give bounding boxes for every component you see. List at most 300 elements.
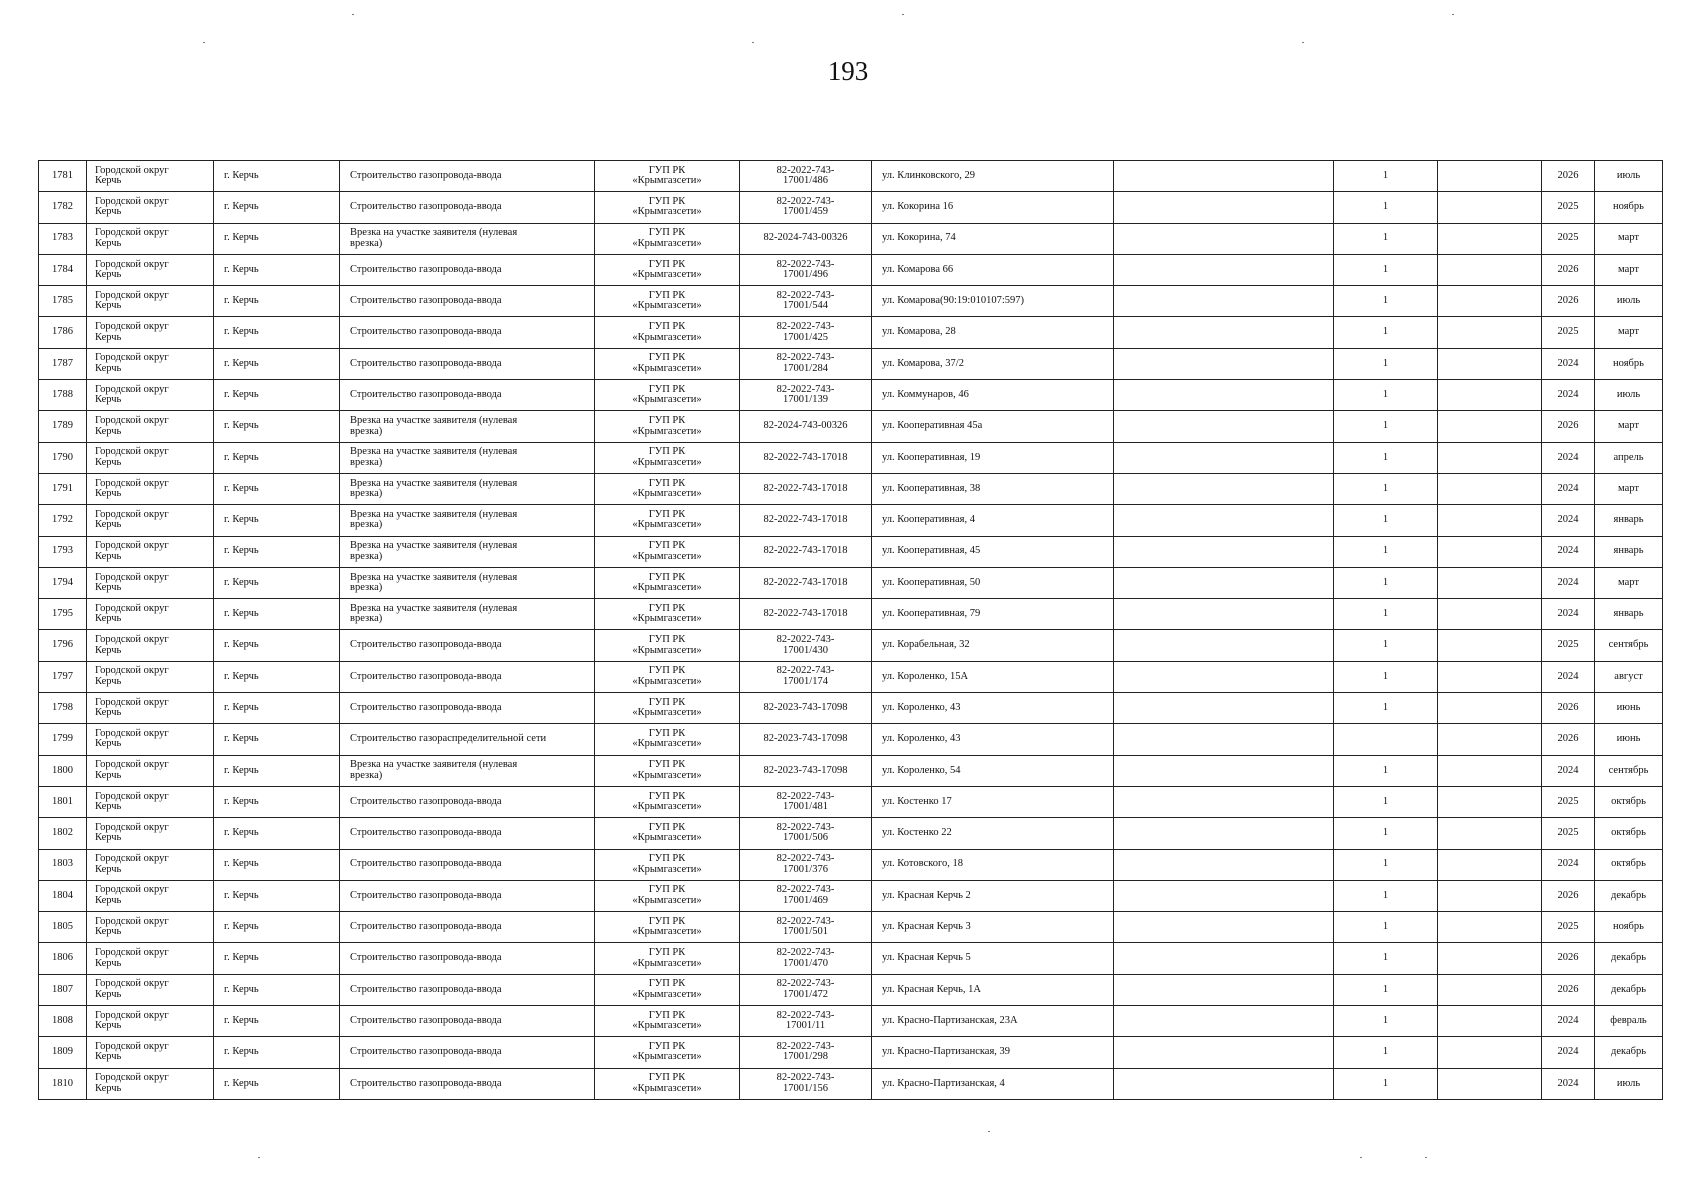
work-type: Строительство газопровода-ввода (350, 169, 502, 181)
work-type: Строительство газопровода-ввода (350, 827, 502, 839)
settlement: г. Керчь (224, 482, 259, 494)
organization: «Крымгазсети» (632, 550, 702, 562)
municipality-cell (87, 912, 214, 943)
organization-cell (595, 849, 740, 880)
municipality-cell (87, 380, 214, 411)
settlement: г. Керчь (224, 357, 259, 369)
year-cell (1542, 661, 1595, 692)
organization: «Крымгазсети» (632, 675, 702, 687)
settlement-cell (214, 786, 340, 817)
municipality-cell (87, 630, 214, 661)
municipality: Керчь (95, 456, 122, 468)
municipality: Городской округ (95, 446, 169, 458)
row-number-cell (39, 536, 87, 567)
month-cell (1595, 1037, 1663, 1068)
technical-conditions-number: 82-2022-743- (776, 1072, 835, 1084)
year: 2024 (1557, 858, 1579, 870)
work-type: Врезка на участке заявителя (нулевая (350, 446, 518, 458)
connection-count-cell (1334, 818, 1438, 849)
connection-count-cell (1334, 1037, 1438, 1068)
settlement: г. Керчь (224, 420, 259, 432)
address: ул. Короленко, 15А (882, 670, 969, 682)
connection-count: 1 (1382, 514, 1389, 526)
technical-conditions-number-cell (740, 693, 872, 724)
empty-cell-cell (1438, 1006, 1542, 1037)
month: июнь (1616, 733, 1641, 745)
empty-cell-cell (1114, 974, 1334, 1005)
month: декабрь (1611, 1046, 1646, 1058)
organization-cell (595, 755, 740, 786)
connection-count: 1 (1382, 388, 1389, 400)
year: 2026 (1557, 263, 1579, 275)
organization-cell (595, 223, 740, 254)
municipality: Керчь (95, 863, 122, 875)
work-type: Строительство газопровода-ввода (350, 1014, 502, 1026)
year-cell (1542, 348, 1595, 379)
technical-conditions-number: 82-2022-743- (776, 853, 835, 865)
row-number: 1791 (52, 482, 73, 494)
month: июль (1616, 295, 1641, 307)
work-type-cell (340, 693, 595, 724)
settlement: г. Керчь (224, 764, 259, 776)
row-number-cell (39, 192, 87, 223)
address: ул. Кооперативная, 79 (882, 608, 981, 620)
address-cell (872, 724, 1114, 755)
technical-conditions-number: 17001/459 (783, 206, 828, 218)
technical-conditions-number: 82-2022-743-17018 (763, 482, 848, 494)
settlement-cell (214, 192, 340, 223)
empty-cell-cell (1438, 161, 1542, 192)
municipality: Керчь (95, 926, 122, 938)
work-type: врезка) (350, 769, 383, 781)
row-number: 1784 (52, 263, 73, 275)
connection-count-cell (1334, 411, 1438, 442)
table-row (39, 286, 1663, 317)
year: 2024 (1557, 357, 1579, 369)
connection-count-cell (1334, 473, 1438, 504)
organization: ГУП РК (648, 321, 686, 333)
technical-conditions-number: 17001/376 (783, 863, 828, 875)
empty-cell-cell (1438, 599, 1542, 630)
work-type-cell (340, 348, 595, 379)
year: 2026 (1557, 169, 1579, 181)
connection-count-cell (1334, 254, 1438, 285)
settlement: г. Керчь (224, 388, 259, 400)
work-type-cell (340, 223, 595, 254)
settlement-cell (214, 912, 340, 943)
settlement: г. Керчь (224, 827, 259, 839)
municipality-cell (87, 161, 214, 192)
empty-cell-cell (1438, 505, 1542, 536)
month: март (1618, 232, 1639, 244)
technical-conditions-number: 17001/472 (783, 988, 828, 1000)
municipality: Керчь (95, 769, 122, 781)
address-cell (872, 161, 1114, 192)
table-row (39, 1006, 1663, 1037)
municipality: Керчь (95, 832, 122, 844)
year-cell (1542, 974, 1595, 1005)
technical-conditions-number: 17001/544 (783, 300, 828, 312)
organization-cell (595, 536, 740, 567)
row-number: 1808 (52, 1014, 73, 1026)
settlement: г. Керчь (224, 295, 259, 307)
connection-count: 1 (1382, 795, 1389, 807)
organization: «Крымгазсети» (632, 582, 702, 593)
work-type: Врезка на участке заявителя (нулевая (350, 540, 518, 552)
work-type: Врезка на участке заявителя (нулевая (350, 508, 518, 520)
empty-cell-cell (1114, 254, 1334, 285)
municipality: Керчь (95, 269, 122, 281)
technical-conditions-number-cell (740, 505, 872, 536)
municipality: Керчь (95, 300, 122, 312)
municipality: Городской округ (95, 1009, 169, 1021)
row-number: 1788 (52, 388, 73, 400)
work-type: Строительство газопровода-ввода (350, 388, 502, 400)
municipality-cell (87, 1037, 214, 1068)
work-type-cell (340, 317, 595, 348)
organization: «Крымгазсети» (632, 488, 702, 500)
organization-cell (595, 661, 740, 692)
address-cell (872, 661, 1114, 692)
organization: «Крымгазсети» (632, 1082, 702, 1094)
table-row (39, 411, 1663, 442)
empty-cell-cell (1438, 943, 1542, 974)
connection-count: 1 (1382, 576, 1389, 588)
empty-cell-cell (1438, 974, 1542, 1005)
month-cell (1595, 411, 1663, 442)
month-cell (1595, 974, 1663, 1005)
row-number: 1805 (52, 921, 73, 933)
technical-conditions-number-cell (740, 786, 872, 817)
empty-cell-cell (1114, 192, 1334, 223)
connection-count: 1 (1382, 420, 1389, 432)
municipality-cell (87, 786, 214, 817)
technical-conditions-number: 82-2022-743- (776, 821, 835, 833)
organization-cell (595, 693, 740, 724)
table-row (39, 912, 1663, 943)
row-number-cell (39, 380, 87, 411)
municipality-cell (87, 411, 214, 442)
organization-cell (595, 567, 740, 598)
address-cell (872, 567, 1114, 598)
organization: «Крымгазсети» (632, 300, 702, 312)
address-cell (872, 192, 1114, 223)
year-cell (1542, 818, 1595, 849)
organization: «Крымгазсети» (632, 237, 702, 249)
connection-count-cell (1334, 880, 1438, 911)
municipality: Городской округ (95, 227, 169, 239)
municipality: Городской округ (95, 289, 169, 301)
organization-cell (595, 1037, 740, 1068)
address-cell (872, 974, 1114, 1005)
settlement: г. Керчь (224, 608, 259, 620)
table-row (39, 1037, 1663, 1068)
address-cell (872, 348, 1114, 379)
empty-cell-cell (1438, 192, 1542, 223)
empty-cell-cell (1114, 786, 1334, 817)
empty-cell-cell (1114, 411, 1334, 442)
organization-cell (595, 473, 740, 504)
work-type: врезка) (350, 237, 383, 249)
table-row (39, 630, 1663, 661)
technical-conditions-number: 82-2023-743-17098 (763, 701, 848, 713)
empty-cell-cell (1114, 630, 1334, 661)
table-row (39, 473, 1663, 504)
organization: «Крымгазсети» (632, 394, 702, 406)
month: июль (1616, 1077, 1641, 1089)
month: ноябрь (1613, 921, 1644, 933)
work-type-cell (340, 880, 595, 911)
year-cell (1542, 599, 1595, 630)
month-cell (1595, 567, 1663, 598)
month: январь (1613, 545, 1644, 557)
month: октябрь (1611, 858, 1646, 870)
connection-count-cell (1334, 849, 1438, 880)
empty-cell-cell (1114, 505, 1334, 536)
row-number-cell (39, 223, 87, 254)
organization: ГУП РК (648, 195, 686, 207)
municipality-cell (87, 473, 214, 504)
row-number-cell (39, 693, 87, 724)
empty-cell-cell (1114, 223, 1334, 254)
technical-conditions-number: 17001/486 (783, 175, 828, 187)
organization: «Крымгазсети» (632, 269, 702, 281)
work-type: врезка) (350, 488, 383, 500)
month-cell (1595, 599, 1663, 630)
organization: «Крымгазсети» (632, 957, 702, 969)
municipality-cell (87, 724, 214, 755)
empty-cell-cell (1438, 1037, 1542, 1068)
empty-cell-cell (1114, 380, 1334, 411)
municipality-cell (87, 442, 214, 473)
month: март (1618, 576, 1639, 588)
address: ул. Короленко, 43 (882, 733, 961, 745)
year-cell (1542, 724, 1595, 755)
work-type-cell (340, 1068, 595, 1099)
address: ул. Комарова, 37/2 (882, 357, 964, 369)
address: ул. Костенко 22 (882, 827, 952, 839)
technical-conditions-number: 82-2022-743- (776, 195, 835, 207)
address-cell (872, 630, 1114, 661)
organization-cell (595, 348, 740, 379)
work-type: Строительство газопровода-ввода (350, 295, 502, 307)
row-number: 1782 (52, 201, 73, 213)
year-cell (1542, 693, 1595, 724)
settlement: г. Керчь (224, 263, 259, 275)
year: 2026 (1557, 952, 1579, 964)
technical-conditions-number: 17001/284 (783, 362, 828, 374)
connection-count: 1 (1382, 201, 1389, 213)
work-type: Врезка на участке заявителя (нулевая (350, 415, 518, 427)
work-type: Строительство газопровода-ввода (350, 858, 502, 870)
organization: ГУП РК (648, 915, 686, 927)
empty-cell-cell (1114, 1037, 1334, 1068)
municipality: Городской округ (95, 790, 169, 802)
month: ноябрь (1613, 201, 1644, 213)
work-type: Строительство газопровода-ввода (350, 263, 502, 275)
table-row (39, 849, 1663, 880)
table-row (39, 505, 1663, 536)
year-cell (1542, 630, 1595, 661)
month: август (1614, 670, 1643, 682)
municipality: Керчь (95, 237, 122, 249)
settlement: г. Керчь (224, 201, 259, 213)
work-type-cell (340, 161, 595, 192)
organization: ГУП РК (648, 352, 686, 364)
row-number-cell (39, 1068, 87, 1099)
settlement: г. Керчь (224, 232, 259, 244)
organization: ГУП РК (648, 1040, 686, 1052)
municipality-cell (87, 317, 214, 348)
technical-conditions-number: 82-2022-743- (776, 258, 835, 270)
row-number-cell (39, 755, 87, 786)
empty-cell-cell (1438, 724, 1542, 755)
technical-conditions-number: 82-2023-743-17098 (763, 733, 848, 745)
year: 2026 (1557, 733, 1579, 745)
table-row (39, 693, 1663, 724)
settlement-cell (214, 943, 340, 974)
organization: ГУП РК (648, 665, 686, 677)
empty-cell-cell (1438, 254, 1542, 285)
municipality-cell (87, 505, 214, 536)
technical-conditions-number-cell (740, 254, 872, 285)
row-number: 1790 (52, 451, 73, 463)
organization: «Крымгазсети» (632, 738, 702, 750)
row-number-cell (39, 724, 87, 755)
technical-conditions-number: 17001/496 (783, 269, 828, 281)
row-number: 1809 (52, 1046, 73, 1058)
organization: ГУП РК (648, 571, 686, 583)
work-type: Строительство газопровода-ввода (350, 983, 502, 995)
organization: «Крымгазсети» (632, 613, 702, 625)
municipality-cell (87, 192, 214, 223)
organization: ГУП РК (648, 508, 686, 520)
year: 2026 (1557, 983, 1579, 995)
technical-conditions-number: 82-2022-743- (776, 665, 835, 677)
row-number: 1783 (52, 232, 73, 244)
municipality-cell (87, 254, 214, 285)
row-number-cell (39, 161, 87, 192)
municipality: Городской округ (95, 727, 169, 739)
empty-cell-cell (1114, 912, 1334, 943)
technical-conditions-number: 82-2022-743-17018 (763, 545, 848, 557)
municipality: Городской округ (95, 665, 169, 677)
address: ул. Котовского, 18 (882, 858, 963, 870)
technical-conditions-number-cell (740, 724, 872, 755)
year-cell (1542, 317, 1595, 348)
work-type: Строительство газопровода-ввода (350, 639, 502, 651)
municipality: Керчь (95, 206, 122, 218)
municipality: Керчь (95, 582, 122, 593)
year: 2024 (1557, 514, 1579, 526)
organization-cell (595, 442, 740, 473)
row-number-cell (39, 286, 87, 317)
settlement: г. Керчь (224, 545, 259, 557)
table-row (39, 661, 1663, 692)
organization: «Крымгазсети» (632, 331, 702, 343)
technical-conditions-number: 17001/174 (783, 675, 828, 687)
municipality: Городской округ (95, 978, 169, 990)
technical-conditions-number: 82-2022-743- (776, 352, 835, 364)
municipality: Городской округ (95, 540, 169, 552)
settlement-cell (214, 1006, 340, 1037)
work-type: Строительство газопровода-ввода (350, 889, 502, 901)
municipality: Городской округ (95, 415, 169, 427)
connection-count: 1 (1382, 545, 1389, 557)
technical-conditions-number: 82-2022-743- (776, 1040, 835, 1052)
organization-cell (595, 411, 740, 442)
work-type-cell (340, 943, 595, 974)
address: ул. Кооперативная, 45 (882, 545, 981, 557)
settlement: г. Керчь (224, 576, 259, 588)
organization: ГУП РК (648, 727, 686, 739)
row-number: 1803 (52, 858, 73, 870)
work-type: Строительство газопровода-ввода (350, 670, 502, 682)
connection-count-cell (1334, 943, 1438, 974)
month-cell (1595, 786, 1663, 817)
work-type-cell (340, 630, 595, 661)
work-type-cell (340, 974, 595, 1005)
connection-count: 1 (1382, 764, 1389, 776)
organization: ГУП РК (648, 884, 686, 896)
year-cell (1542, 161, 1595, 192)
empty-cell-cell (1114, 348, 1334, 379)
work-type-cell (340, 254, 595, 285)
settlement: г. Керчь (224, 983, 259, 995)
organization-cell (595, 1006, 740, 1037)
year-cell (1542, 505, 1595, 536)
year-cell (1542, 1037, 1595, 1068)
municipality: Городской округ (95, 352, 169, 364)
address-cell (872, 411, 1114, 442)
work-type-cell (340, 912, 595, 943)
work-type: врезка) (350, 550, 383, 562)
technical-conditions-number: 17001/139 (783, 394, 828, 406)
address: ул. Красная Керчь, 1А (882, 983, 981, 995)
municipality: Городской округ (95, 508, 169, 520)
settlement: г. Керчь (224, 795, 259, 807)
technical-conditions-number-cell (740, 223, 872, 254)
technical-conditions-number-cell (740, 755, 872, 786)
row-number: 1800 (52, 764, 73, 776)
organization: «Крымгазсети» (632, 362, 702, 374)
municipality: Городской округ (95, 258, 169, 270)
empty-cell-cell (1438, 223, 1542, 254)
month-cell (1595, 192, 1663, 223)
work-type-cell (340, 724, 595, 755)
technical-conditions-number: 82-2022-743- (776, 634, 835, 646)
row-number-cell (39, 849, 87, 880)
month: сентябрь (1608, 639, 1649, 651)
address-cell (872, 317, 1114, 348)
settlement: г. Керчь (224, 733, 259, 745)
month-cell (1595, 818, 1663, 849)
row-number: 1801 (52, 795, 73, 807)
organization: ГУП РК (648, 602, 686, 614)
address: ул. Красная Керчь 2 (882, 889, 971, 901)
organization-cell (595, 286, 740, 317)
settlement-cell (214, 161, 340, 192)
settlement-cell (214, 1068, 340, 1099)
technical-conditions-number: 82-2022-743- (776, 383, 835, 395)
technical-conditions-number-cell (740, 849, 872, 880)
address: ул. Костенко 17 (882, 795, 952, 807)
municipality: Городской округ (95, 696, 169, 708)
table-body (39, 161, 1663, 1100)
row-number-cell (39, 661, 87, 692)
empty-cell-cell (1114, 818, 1334, 849)
empty-cell-cell (1438, 380, 1542, 411)
